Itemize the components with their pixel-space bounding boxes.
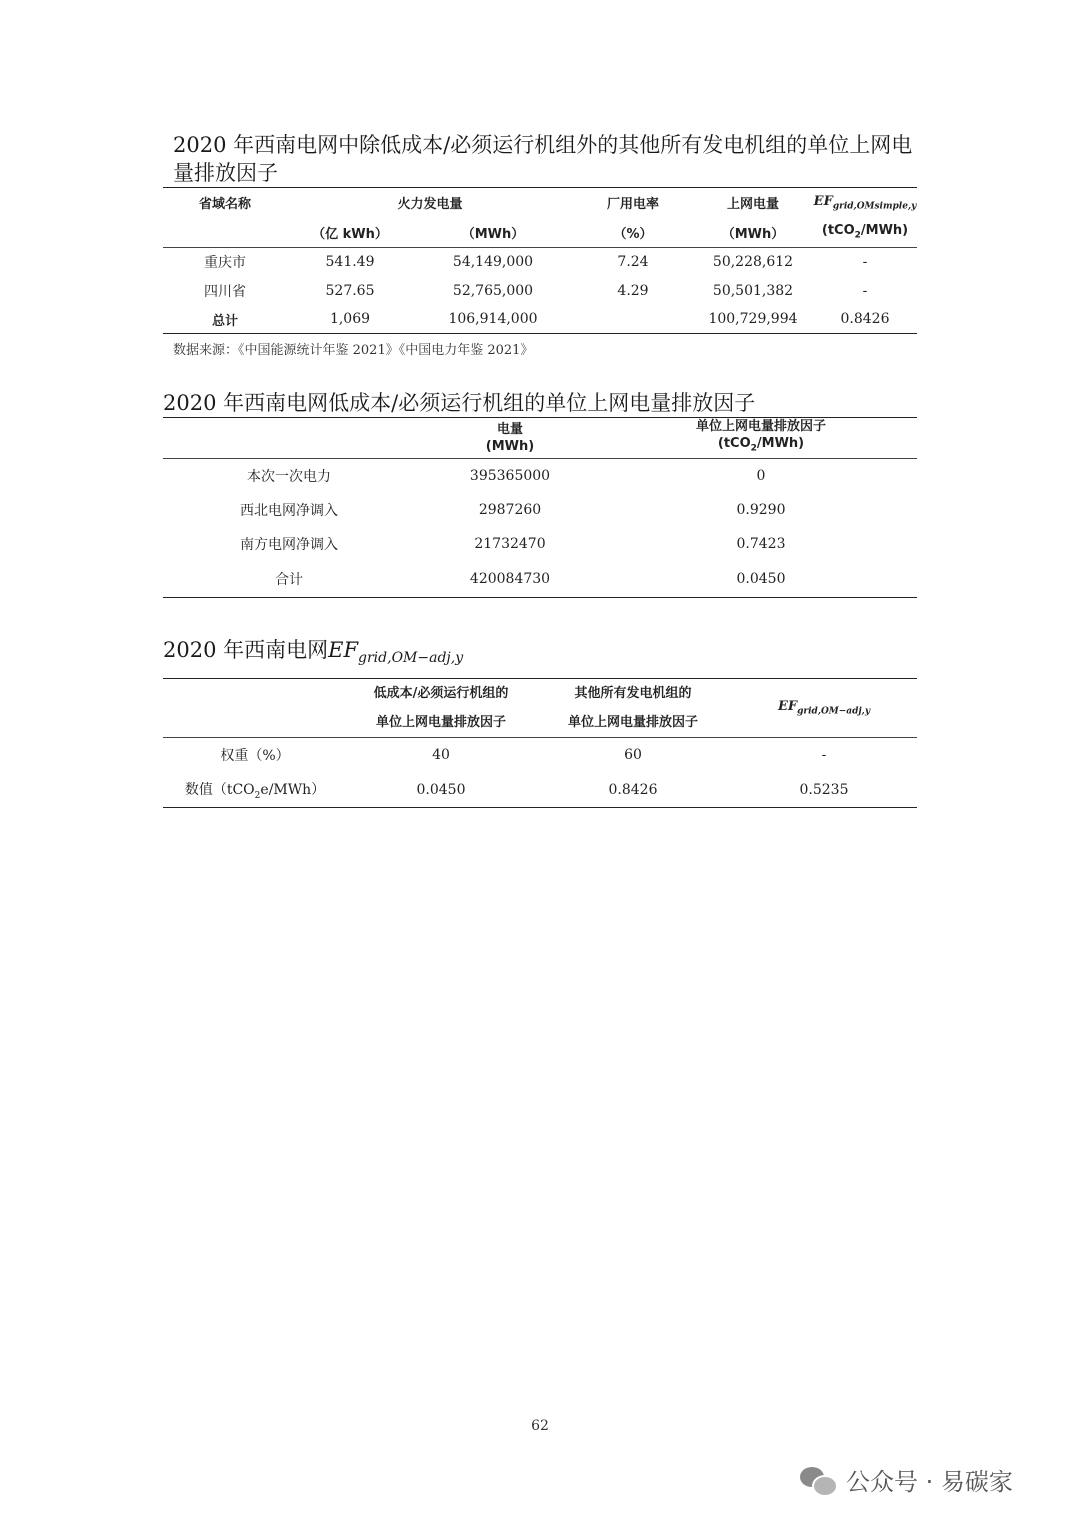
unit-yi-kwh: （亿 kWh） xyxy=(312,226,388,242)
row-name: 西北电网净调入 xyxy=(240,503,338,520)
page-number: 62 xyxy=(531,1418,549,1434)
row-name: 南方电网净调入 xyxy=(240,537,338,554)
row-ef: 0.5235 xyxy=(799,781,849,798)
row-low: 0.0450 xyxy=(416,781,466,798)
row-mwh: 54,149,000 xyxy=(452,254,534,271)
unit-mwh-thermal: （MWh） xyxy=(461,226,525,242)
row-rate xyxy=(573,306,693,334)
header-ef-simple: $EF_{grid,OMsimple,y}$ xyxy=(813,193,917,212)
row-ef: 0.8426 xyxy=(840,311,890,328)
table-row xyxy=(163,493,917,527)
header-low-cost-factor: 低成本/必须运行机组的 单位上网电量排放因子 xyxy=(373,686,509,730)
row-ef: - xyxy=(821,747,827,764)
row-other: 0.8426 xyxy=(608,781,658,798)
wechat-icon xyxy=(800,1465,836,1495)
row-grid: 50,501,382 xyxy=(712,283,794,299)
row-label: 数值（tCO$_2$e/MWh） xyxy=(184,781,326,801)
row-other: 60 xyxy=(624,747,642,764)
table2-low-cost-must-run xyxy=(163,417,917,598)
data-source-note: 数据来源：《中国能源统计年鉴 2021》《中国电力年鉴 2021》 xyxy=(173,343,534,358)
unit-tco2-mwh: (tCO$_2$/MWh) xyxy=(821,223,909,242)
row-energy: 2987260 xyxy=(478,502,542,519)
table-row xyxy=(163,277,917,306)
table-row xyxy=(163,527,917,561)
row-energy: 420084730 xyxy=(469,570,551,587)
row-factor: 0 xyxy=(756,467,766,484)
row-low: 40 xyxy=(432,747,450,764)
table-row xyxy=(163,773,917,808)
header-grid-supply: 上网电量 xyxy=(726,197,779,213)
wechat-watermark xyxy=(800,1462,1013,1497)
row-ef: - xyxy=(862,283,868,299)
row-energy: 395365000 xyxy=(469,467,551,484)
header-other-factor: 其他所有发电机组的 单位上网电量排放因子 xyxy=(567,686,698,730)
row-grid: 100,729,994 xyxy=(708,311,798,328)
row-rate: 4.29 xyxy=(617,283,649,299)
unit-mwh-grid: （MWh） xyxy=(721,226,785,242)
table-row-total xyxy=(163,306,917,334)
header-unit-emission-factor: 单位上网电量排放因子 (tCO$_2$/MWh) xyxy=(695,419,826,454)
header-plant-use-rate: 厂用电率 xyxy=(606,197,659,213)
row-name: 合计 xyxy=(275,571,303,588)
table-row xyxy=(163,248,917,277)
row-ef: - xyxy=(862,254,868,271)
row-energy: 21732470 xyxy=(474,536,546,553)
row-yi-kwh: 541.49 xyxy=(325,254,375,271)
table2-title: 2020 年西南电网低成本/必须运行机组的单位上网电量排放因子 xyxy=(163,391,756,415)
row-region: 四川省 xyxy=(204,284,246,300)
row-grid: 50,228,612 xyxy=(712,254,794,271)
header-ef-om-adj: $EF_{grid,OM-adj,y}$ xyxy=(777,699,871,717)
row-yi-kwh: 527.65 xyxy=(325,283,375,299)
header-region: 省域名称 xyxy=(198,197,251,213)
row-label: 权重（%） xyxy=(220,748,290,765)
watermark-text: 公众号 · 易碳家 xyxy=(846,1468,1013,1496)
table3-om-adj-factor xyxy=(163,678,917,808)
row-factor: 0.7423 xyxy=(736,536,786,553)
row-mwh: 106,914,000 xyxy=(448,311,538,328)
unit-percent: （%） xyxy=(613,226,653,242)
table-row-total xyxy=(163,561,917,597)
table-row xyxy=(163,738,917,773)
header-energy: 电量 (MWh) xyxy=(485,421,535,454)
header-thermal-generation: 火力发电量 xyxy=(397,197,463,213)
row-yi-kwh: 1,069 xyxy=(329,311,371,328)
table-row xyxy=(163,458,917,493)
table1-title: 2020 年西南电网中除低成本/必须运行机组外的其他所有发电机组的单位上网电量排放因子 xyxy=(173,133,913,185)
row-factor: 0.0450 xyxy=(736,570,786,587)
row-region: 总计 xyxy=(211,313,238,329)
row-region: 重庆市 xyxy=(204,255,246,272)
table1-emission-factor-other-units xyxy=(163,187,917,334)
row-mwh: 52,765,000 xyxy=(452,283,534,299)
row-name: 本次一次电力 xyxy=(247,468,331,485)
table3-title: 2020 年西南电网$EF_{grid,OM-adj,y}$ xyxy=(163,638,464,667)
row-rate: 7.24 xyxy=(617,254,649,271)
row-factor: 0.9290 xyxy=(736,502,786,519)
